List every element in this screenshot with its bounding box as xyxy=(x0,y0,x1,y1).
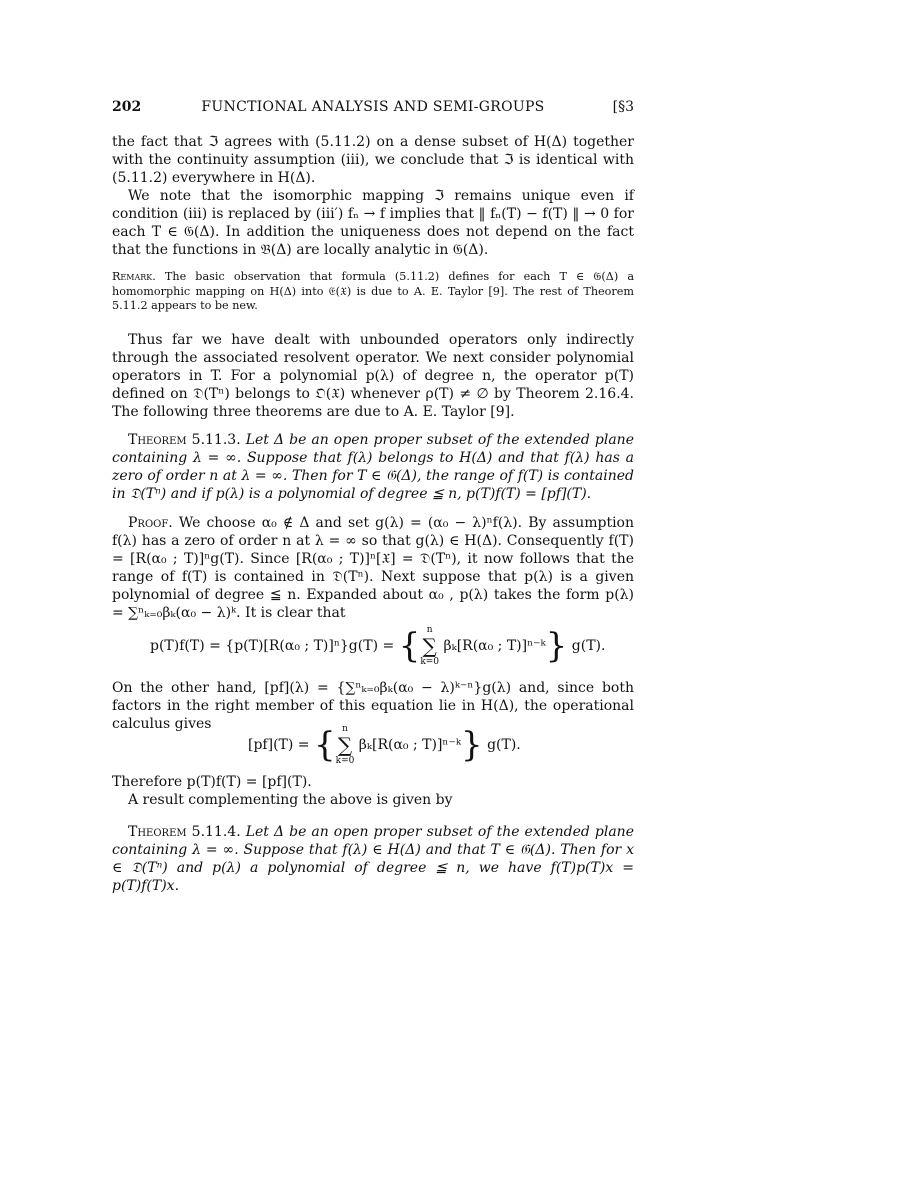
theorem-5-11-4 xyxy=(112,823,634,895)
right-brace: } xyxy=(545,626,568,666)
summation-symbol: n ∑ k=0 xyxy=(420,625,440,667)
theorem-statement: Let Δ be an open proper subset of the extended plane containing λ = ∞. Suppose that f(λ) belongs to H(Δ) and that f(λ) has a zero of order n at λ = ∞. Then for T ∈ 𝔊(Δ), the range of f(T) is contained in 𝔇(Tⁿ) and if p(λ) is a polynomial of degree ≦ n, p(T)f(T) = [pf](T). xyxy=(112,432,634,502)
equation-2-rhs: g(T). xyxy=(487,737,521,753)
remark-text: The basic observation that formula (5.11.2) defines for each T ∈ 𝔊(Δ) a homomorphic mapping on H(Δ) into 𝔈(𝔛) is due to A. E. Taylor [9]. The rest of Theorem 5.11.2 appears to be new. xyxy=(112,270,634,312)
sum-upper-limit: n xyxy=(426,625,433,635)
theorem-label: Theorem 5.11.4. xyxy=(128,824,241,840)
equation-1-lhs: p(T)f(T) = {p(T)[R(α₀ ; T)]ⁿ}g(T) = xyxy=(150,638,395,654)
proof-paragraph xyxy=(112,514,634,622)
paragraph-continuation: the fact that ℑ agrees with (5.11.2) on a dense subset of H(Δ) together with the continuity assumption (iii), we conclude that ℑ is identical with (5.11.2) everywhere in H(Δ). xyxy=(112,134,634,186)
proof-label: Proof. xyxy=(128,515,173,531)
running-header xyxy=(112,99,634,117)
paragraph-therefore: Therefore p(T)f(T) = [pf](T). xyxy=(112,774,312,790)
sum-lower-limit: k=0 xyxy=(335,756,355,766)
paragraph-complement: A result complementing the above is given by xyxy=(128,792,453,808)
equation-2 xyxy=(248,723,521,767)
sum-upper-limit: n xyxy=(342,724,348,734)
theorem-statement: Let Δ be an open proper subset of the extended plane containing λ = ∞. Suppose that f(λ) ∈ H(Δ) and that T ∈ 𝔊(Δ). Then for x ∈ 𝔇(Tⁿ) and p(λ) a polynomial of degree ≦ n, we have f(T)p(T)x = p(T)f(T)x. xyxy=(112,824,634,894)
left-brace: { xyxy=(313,725,336,765)
paragraph-other-hand: On the other hand, [pf](λ) = {∑ⁿₖ₌₀βₖ(α₀ − λ)ᵏ⁻ⁿ}g(λ) and, since both factors in the right member of this equation lie in H(Δ), the operational calculus gives xyxy=(112,680,634,732)
equation-1 xyxy=(150,624,605,668)
theorem-label: Theorem 5.11.3. xyxy=(128,432,241,448)
paragraph-unbounded-operators: Thus far we have dealt with unbounded operators only indirectly through the associated resolvent operator. We next consider polynomial operators in T. For a polynomial p(λ) of degree n, the operator p(T) defined on 𝔇(Tⁿ) belongs to 𝔒(𝔛) whenever ρ(T) ≠ ∅ by Theorem 2.16.4. The following three theorems are due to A. E. Taylor [9]. xyxy=(112,332,634,420)
sum-lower-limit: k=0 xyxy=(420,657,440,667)
equation-1-term: βₖ[R(α₀ ; T)]ⁿ⁻ᵏ xyxy=(443,638,546,654)
proof-text: We choose α₀ ∉ Δ and set g(λ) = (α₀ − λ)ⁿf(λ). By assumption f(λ) has a zero of order n at λ = ∞ so that g(λ) ∈ H(Δ). Consequently f(T) = [R(α₀ ; T)]ⁿg(T). Since [R(α₀ ; T)]ⁿ[𝔛] = 𝔇(Tⁿ), it now follows that the range of f(T) is contained in 𝔇(Tⁿ). Next suppose that p(λ) is a given polynomial of degree ≦ n. Expanded about α₀ , p(λ) takes the form p(λ) = ∑ⁿₖ₌₀βₖ(α₀ − λ)ᵏ. It is clear that xyxy=(112,515,634,621)
equation-2-term: βₖ[R(α₀ ; T)]ⁿ⁻ᵏ xyxy=(358,737,461,753)
section-marker: [§3 xyxy=(612,99,634,115)
paragraph-uniqueness: We note that the isomorphic mapping ℑ remains unique even if condition (iii) is replaced by (iii′) fₙ → f implies that ‖ fₙ(T) − f(T) ‖ → 0 for each T ∈ 𝔊(Δ). In addition the uniqueness does not depend on the fact that the functions in 𝔅(Δ) are locally analytic in 𝔊(Δ). xyxy=(112,188,634,258)
right-brace: } xyxy=(460,725,483,765)
remark-label: Remark. xyxy=(112,270,156,283)
running-title: FUNCTIONAL ANALYSIS AND SEMI-GROUPS xyxy=(201,99,545,115)
page-number: 202 xyxy=(112,99,142,115)
theorem-5-11-3 xyxy=(112,431,634,503)
equation-2-lhs: [pf](T) = xyxy=(248,737,310,753)
remark-paragraph xyxy=(112,270,634,314)
left-brace: { xyxy=(398,626,421,666)
equation-1-rhs: g(T). xyxy=(571,638,606,654)
summation-symbol: n ∑ k=0 xyxy=(335,724,355,766)
